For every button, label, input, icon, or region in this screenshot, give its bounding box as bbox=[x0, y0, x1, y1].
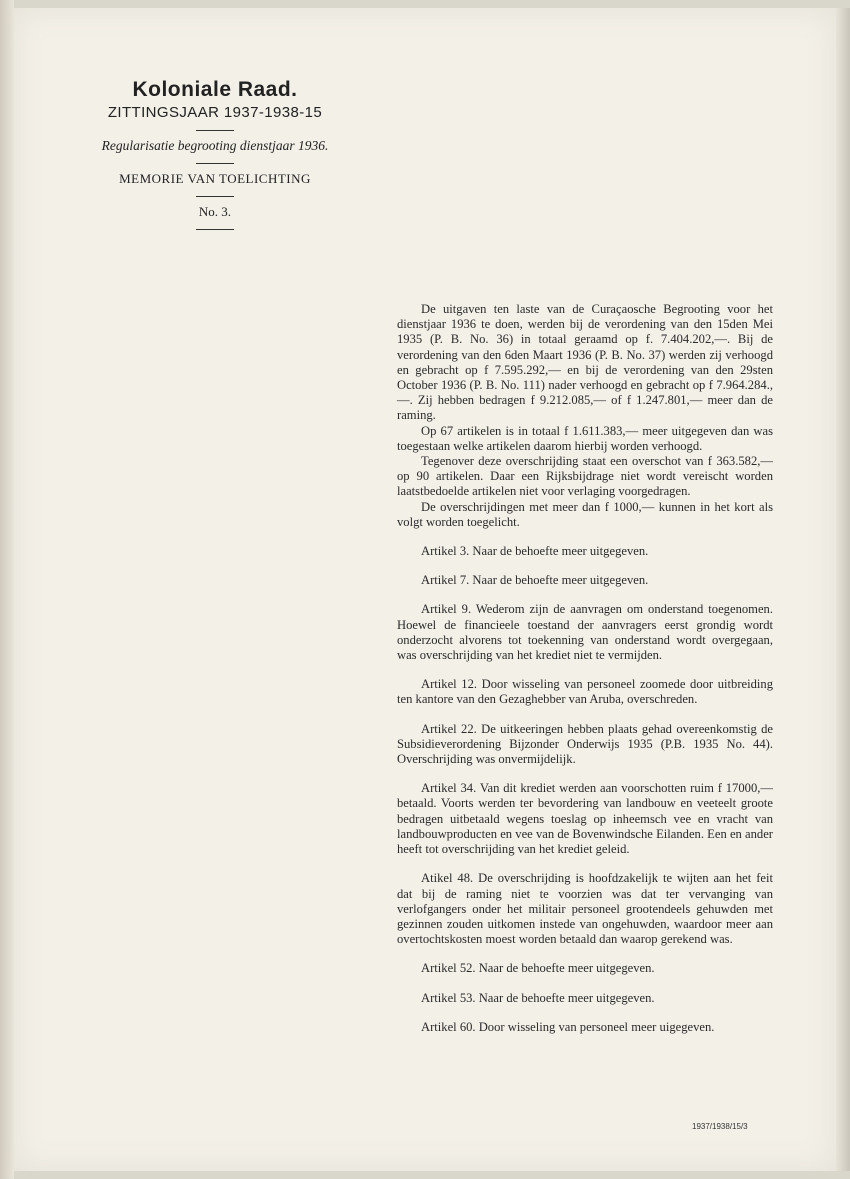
document-header bbox=[80, 78, 350, 237]
article-paragraph: Artikel 52. Naar de behoefte meer uitgegeven. bbox=[421, 961, 655, 976]
article-paragraph: Artikel 60. Door wisseling van personeel meer uigegeven. bbox=[421, 1019, 715, 1034]
body-text bbox=[397, 302, 773, 1035]
right-paper-edge bbox=[836, 8, 850, 1171]
article-paragraph: Artikel 3. Naar de behoefte meer uitgegeven. bbox=[421, 544, 649, 559]
article-paragraph: Artikel 9. Wederom zijn de aanvragen om onderstand toegenomen. Hoewel de financieele toestand der aanvragers eerst grondig wordt onderzocht alvorens tot toekenning van onderstand wordt overgegaan, was overschrijding van het krediet niet te vermijden. bbox=[397, 602, 773, 663]
paragraph: De overschrijdingen met meer dan f 1000,— kunnen in het kort als volgt worden toegelicht. bbox=[397, 499, 773, 529]
divider bbox=[196, 130, 234, 131]
divider bbox=[196, 163, 234, 164]
document-subtitle: Regularisatie begrooting dienstjaar 1936. bbox=[101, 138, 329, 153]
article-paragraph: Artikel 22. De uitkeeringen hebben plaats gehad overeenkomstig de Subsidieverordening Bijzonder Onderwijs 1935 (P.B. 1935 No. 44). Overschrijding was onvermijdelijk. bbox=[397, 721, 773, 767]
paragraph: Tegenover deze overschrijding staat een overschot van f 363.582,— op 90 artikelen. Daar een Rijksbijdrage niet wordt vereischt worden laatstbedoelde artikelen niet voor verlaging voorgedragen. bbox=[397, 454, 773, 499]
document-code: 1937/1938/15/3 bbox=[692, 1122, 748, 1131]
article-paragraph: Artikel 53. Naar de behoefte meer uitgegeven. bbox=[421, 990, 655, 1005]
left-paper-edge bbox=[0, 0, 14, 1179]
paragraph-intro: De uitgaven ten laste van de Curaçaosche Begrooting voor het dienstjaar 1936 te doen, werden bij de verordening van den 15den Mei 1935 (P. B. No. 36) in totaal geraamd op f. 7.404.202,—. Bij de verordening van den 6den Maart 1936 (P. B. No. 37) werden zij verhoogd en gebracht op f 7.595.292,— en bij de verordening van den 29sten October 1936 (P. B. No. 111) nader verhoogd en gebracht op f 7.964.284.,—. Zij hebben bedragen f 9.212.085,— of f 1.247.801,— meer dan de raming. bbox=[397, 302, 773, 423]
memorie-heading: MEMORIE VAN TOELICHTING bbox=[119, 171, 311, 186]
council-title: Koloniale Raad. bbox=[132, 78, 298, 101]
document-number: No. 3. bbox=[198, 204, 232, 219]
paragraph: Op 67 artikelen is in totaal f 1.611.383,— meer uitgegeven dan was toegestaan welke artikelen daarom hierbij worden verhoogd. bbox=[397, 423, 773, 453]
divider bbox=[196, 196, 234, 197]
article-paragraph: Artikel 12. Door wisseling van personeel zoomede door uitbreiding ten kantore van den Gezaghebber van Aruba, overschreden. bbox=[397, 677, 773, 707]
article-paragraph: Artikel 7. Naar de behoefte meer uitgegeven. bbox=[421, 573, 649, 588]
article-paragraph: Artikel 34. Van dit krediet werden aan voorschotten ruim f 17000,— betaald. Voorts werden ter bevordering van landbouw en veeteelt groote bedragen uitbetaald wegens toeslag op inheemsch vee en vracht van landbouwproducten en vee van de Bovenwindsche Eilanden. Een en ander heeft tot overschrijding van het krediet geleid. bbox=[397, 781, 773, 857]
session-year: ZITTINGSJAAR 1937-1938-15 bbox=[107, 104, 323, 121]
article-paragraph: Atikel 48. De overschrijding is hoofdzakelijk te wijten aan het feit dat bij de raming niet te voorzien was dat ter vervanging van verlofgangers onder het militair personeel grootendeels gehuwden met gezinnen zouden uitkomen instede van ongehuwden, waardoor meer aan overtochtskosten moest worden betaald dan waarop gerekend was. bbox=[397, 871, 773, 947]
divider bbox=[196, 229, 234, 230]
